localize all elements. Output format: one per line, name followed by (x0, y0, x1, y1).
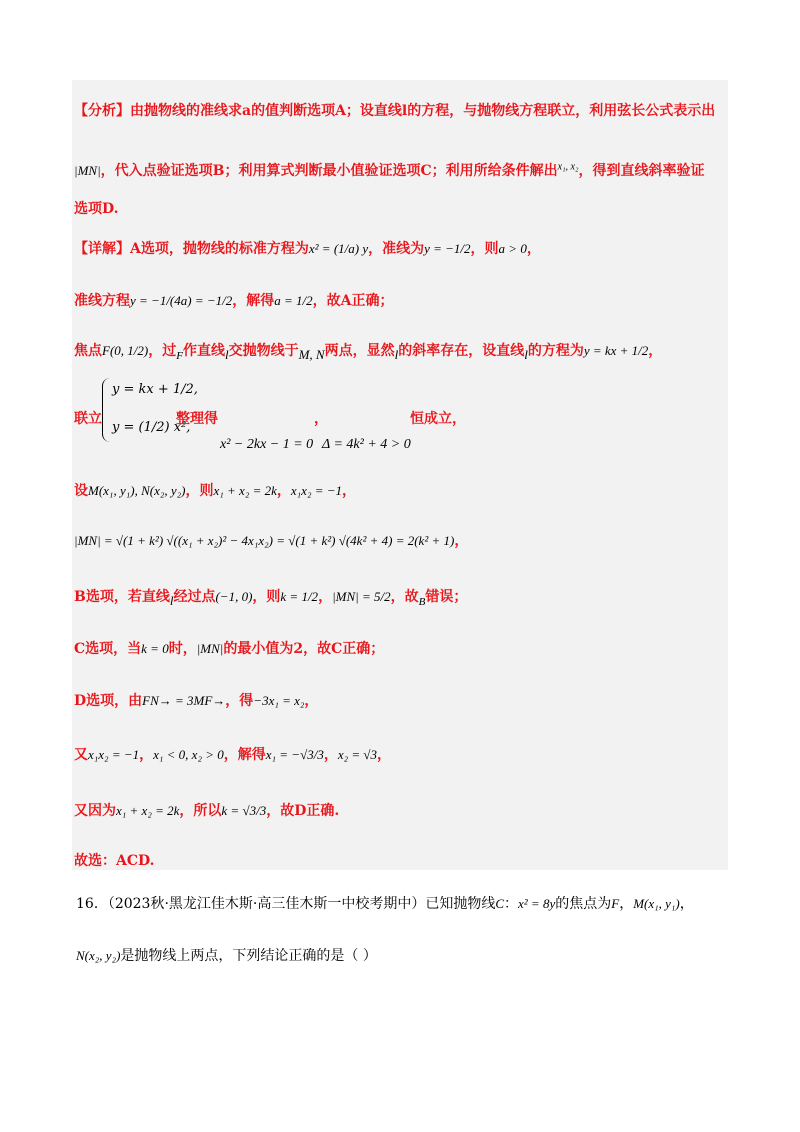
math-discriminant: Δ = 4k² + 4 > 0 (322, 437, 411, 452)
detail-text: ， (139, 747, 154, 763)
detail-text: B选项，若直线 (74, 589, 170, 605)
question-16-line-2 (76, 945, 377, 965)
detail-text: ，则 (252, 589, 281, 605)
math-chord-length: |MN| = √(1 + k²) √((x₁ + x₂)² − 4x₁x₂) = √(1 + k²) √(4k² + 4) = 2(k² + 1) (74, 533, 455, 548)
detail-line-8 (74, 638, 384, 658)
detail-text: ，解得 (232, 293, 275, 309)
math-c: C (495, 896, 505, 911)
question-text: 16．（2023秋·黑龙江佳木斯·高三佳木斯一中校考期中）已知抛物线 (76, 896, 496, 912)
detail-text: ， (454, 533, 469, 549)
detail-text: 又 (74, 747, 88, 763)
detail-text: ，则 (470, 241, 499, 257)
math-product: x₁x₂ = −1 (88, 747, 140, 762)
detail-line-7 (74, 586, 467, 609)
math-directrix-eq: y = −1/(4a) = −1/2 (130, 293, 233, 308)
math-l: l (169, 592, 174, 608)
math-signs: x₁ < 0, x₂ > 0 (153, 747, 224, 762)
detail-text: 作直线 (182, 343, 225, 359)
math-a-positive: a > 0 (498, 241, 527, 256)
detail-text: 又因为 (74, 803, 116, 819)
detail-combine-label: 联立 (74, 411, 102, 427)
analysis-math-mn: |MN| (74, 163, 101, 178)
detail-text: ，准线为 (368, 241, 425, 257)
detail-text: ，所以 (179, 803, 222, 819)
detail-line-6 (74, 530, 468, 550)
analysis-math-x1x2: x₁, x₂ (557, 161, 579, 173)
question-text: 是抛物线上两点，下列结论正确的是（ ） (120, 948, 377, 964)
detail-line-1 (74, 238, 541, 258)
math-parabola-equation: x² = (1/a) y (308, 241, 369, 256)
math-a-value: a = 1/2 (274, 293, 313, 308)
detail-text: 的方程为 (527, 343, 584, 359)
detail-text: ， (276, 483, 291, 499)
detail-text: ， (323, 747, 338, 763)
detail-text: 的斜率存在，设直线 (398, 343, 525, 359)
detail-text: 准线方程 (74, 293, 130, 309)
detail-text: 焦点 (74, 343, 102, 359)
math-focus: F(0, 1/2) (102, 343, 149, 358)
math-parabola: x² = 8y (518, 896, 556, 911)
detail-line-10 (74, 744, 391, 764)
detail-text: 设 (74, 483, 88, 499)
detail-text: ，解得 (223, 747, 266, 763)
question-text: ， (679, 896, 694, 912)
math-point: (−1, 0) (215, 589, 253, 604)
detail-line-3 (74, 340, 662, 363)
detail-text: ，得 (225, 693, 254, 709)
math-mn: |MN| (196, 641, 224, 656)
detail-text: C选项，当 (74, 641, 142, 657)
detail-line-2 (74, 290, 394, 310)
detail-text: ， (342, 483, 357, 499)
detail-text: ，故D正确. (266, 803, 340, 819)
math-k-zero: k = 0 (141, 641, 169, 656)
detail-simplify-label: 整理得 (176, 411, 218, 427)
math-x-relation: −3x₁ = x₂ (253, 693, 305, 708)
math-x2-value: x₂ = √3 (337, 747, 378, 762)
detail-text: ， (304, 693, 319, 709)
math-product: x₁x₂ = −1 (290, 483, 343, 498)
question-16-line-1 (76, 893, 694, 913)
math-quadratic: x² − 2kx − 1 = 0 (220, 437, 314, 452)
analysis-text-end: ，得到直线斜率验证 (578, 163, 705, 179)
math-k-result: k = √3/3 (221, 803, 267, 818)
math-mn-value: |MN| = 5/2 (332, 589, 391, 604)
question-text: 的焦点为 (555, 896, 612, 912)
system-equation-2: y = (1/2) x², (112, 420, 191, 435)
math-vector-relation: FN→ = 3MF→ (142, 693, 226, 708)
system-equation-1: y = kx + 1/2, (112, 382, 198, 397)
detail-text: ，故A正确； (312, 293, 394, 309)
detail-line-11 (74, 800, 339, 820)
math-line-equation: y = kx + 1/2 (583, 343, 649, 358)
math-m-point: M(x₁, y₁) (633, 896, 680, 911)
detail-text: 两点，显然 (324, 343, 395, 359)
math-x1-value: x₁ = −√3/3 (265, 747, 324, 762)
math-sum: x₁ + x₂ = 2k (213, 483, 277, 498)
detail-text: 【详解】A选项，抛物线的标准方程为 (74, 241, 309, 257)
detail-text: ， (318, 589, 333, 605)
analysis-text: ，代入点验证选项B；利用算式判断最小值验证选项C；利用所给条件解出 (100, 163, 558, 179)
math-k-value: k = 1/2 (280, 589, 319, 604)
detail-text: 交抛物线于 (228, 343, 299, 359)
math-directrix: y = −1/2 (424, 241, 471, 256)
math-sum: x₁ + x₂ = 2k (116, 803, 180, 818)
detail-comma: ， (314, 411, 328, 427)
detail-text: ，故 (390, 589, 419, 605)
math-mn: M, N (298, 346, 325, 362)
detail-text: 错误； (425, 589, 468, 605)
math-n-point: N(x₂, y₂) (76, 948, 121, 963)
detail-text: 的最小值为2，故C正确； (223, 641, 385, 657)
detail-text: ，过 (148, 343, 177, 359)
math-l: l (224, 346, 229, 362)
analysis-line-2 (74, 160, 704, 180)
analysis-line-1: 【分析】由抛物线的准线求a的值判断选项A；设直线l的方程，与抛物线方程联立，利用弦长公式表示出 (74, 103, 716, 119)
detail-text: ， (377, 747, 392, 763)
detail-text: 经过点 (173, 589, 216, 605)
math-f: F (176, 349, 183, 362)
answer-line: 故选：ACD. (74, 853, 155, 869)
math-f: F (611, 896, 620, 911)
detail-line-9 (74, 690, 318, 710)
detail-text: ， (526, 241, 541, 257)
math-l: l (524, 346, 528, 362)
question-text: ， (619, 896, 634, 912)
detail-line-5 (74, 480, 356, 500)
detail-always-holds: 恒成立， (410, 411, 466, 427)
detail-text: 时， (168, 641, 197, 657)
math-b: B (418, 595, 426, 608)
math-points: M(x₁, y₁), N(x₂, y₂) (88, 483, 186, 498)
analysis-line-3: 选项D. (74, 201, 119, 217)
detail-text: ， (648, 343, 663, 359)
detail-text: ，则 (185, 483, 214, 499)
question-text: ： (504, 896, 519, 912)
detail-text: D选项，由 (74, 693, 143, 709)
math-l: l (394, 346, 399, 362)
